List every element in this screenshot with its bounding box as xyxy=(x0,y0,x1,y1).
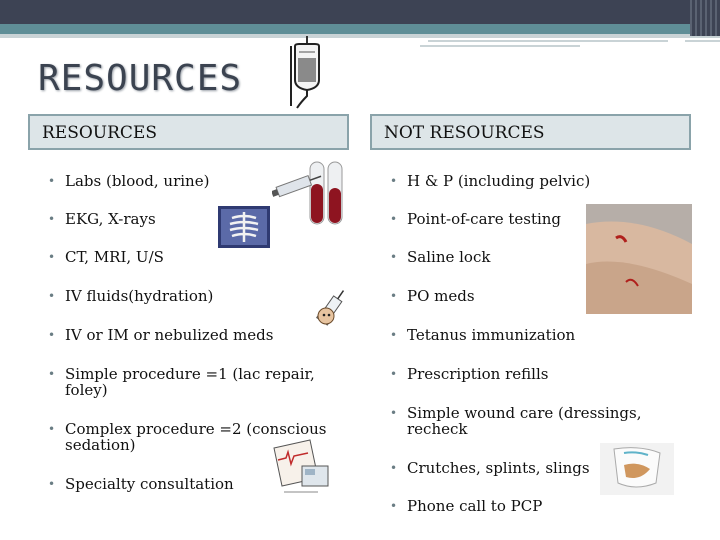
list-item: • Crutches, splints, slings xyxy=(390,460,600,476)
ecg-machine-icon xyxy=(268,438,332,496)
list-item: • Labs (blood, urine) xyxy=(48,173,348,189)
wound-photo xyxy=(586,204,692,314)
list-item: • Phone call to PCP xyxy=(390,498,690,514)
syringe-cartoon-icon xyxy=(312,284,352,330)
list-item: • Saline lock xyxy=(390,249,590,265)
list-item: • IV fluids(hydration) xyxy=(48,288,348,304)
list-item: • Point-of-care testing xyxy=(390,211,590,227)
list-item: • H & P (including pelvic) xyxy=(390,173,690,189)
not-resources-header: NOT RESOURCES xyxy=(370,114,691,150)
list-item: • EKG, X-rays xyxy=(48,211,348,227)
resources-header: RESOURCES xyxy=(28,114,349,150)
list-item: • Complex procedure =2 (conscious sedation) xyxy=(48,421,348,453)
list-item: • Simple procedure =1 (lac repair, foley) xyxy=(48,366,348,398)
list-item: • Tetanus immunization xyxy=(390,327,690,343)
list-item: • Prescription refills xyxy=(390,366,690,382)
list-item: • IV or IM or nebulized meds xyxy=(48,327,348,343)
top-banner xyxy=(0,0,720,24)
syringe-and-test-tubes-image xyxy=(272,160,352,228)
wound-dressing-photo xyxy=(600,443,674,495)
slide-title: RESOURCES xyxy=(38,58,243,99)
list-item: • Simple wound care (dressings, recheck xyxy=(390,405,690,437)
list-item: • Specialty consultation xyxy=(48,476,268,492)
xray-icon xyxy=(218,206,270,248)
top-banner-accent xyxy=(0,24,720,34)
decorative-lines xyxy=(420,38,720,50)
list-item: • CT, MRI, U/S xyxy=(48,249,348,265)
list-item: • PO meds xyxy=(390,288,590,304)
iv-bag-icon xyxy=(287,36,327,110)
banner-pattern xyxy=(690,0,720,36)
